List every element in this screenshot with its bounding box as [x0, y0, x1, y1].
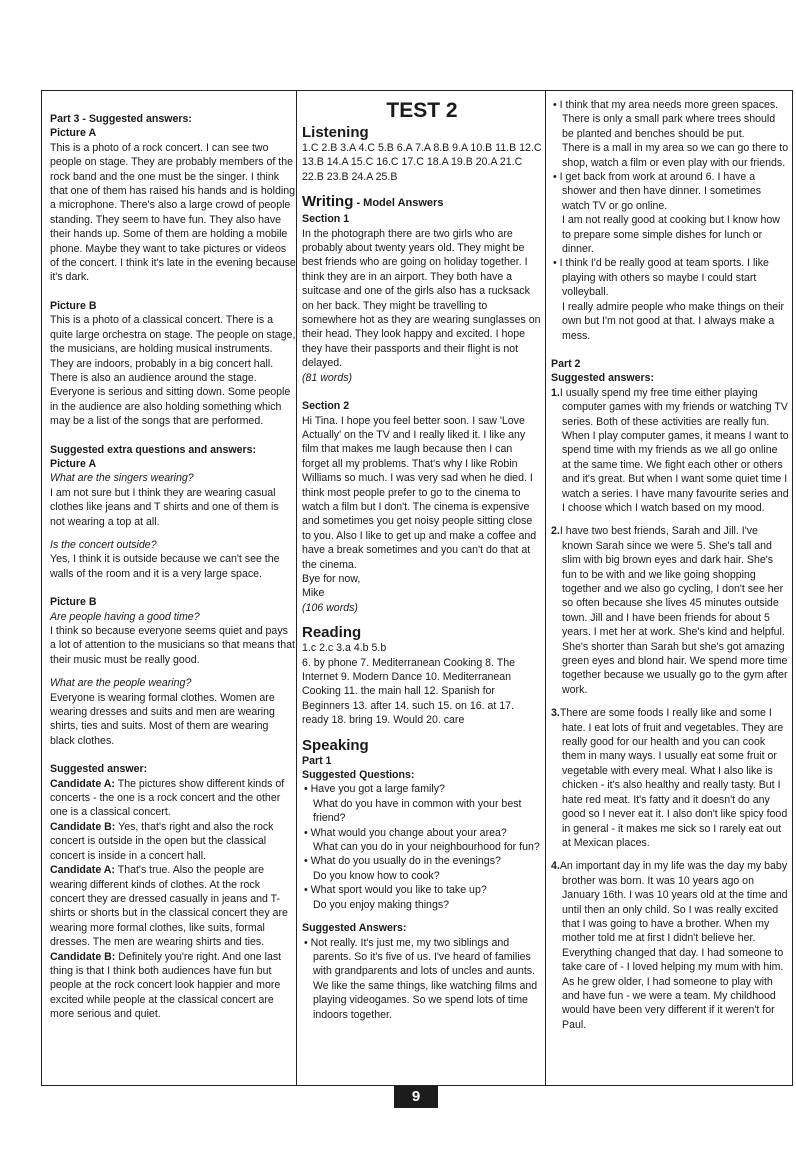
column-middle	[302, 98, 542, 1022]
answer: I am not sure but I think they are wearing casual clothes like jeans and T shirts and one of them is not wearing a top at all.	[50, 486, 279, 528]
word-count: (106 words)	[302, 601, 358, 614]
column-divider	[545, 90, 546, 1086]
picture-a-text: This is a photo of a rock concert. I can see two people on stage. They are probably members of the rock band and the one must be the singer. I think that one of them has raised his hands and is holding a microphone. There's also a large crowd of people standing. They seem to have fun. They also have their hands up. Some of them are holding a mobile phone. Maybe they want to take pictures or videos of the concert. I think it's late in the evening because it's dark.	[50, 141, 296, 284]
reading-heading: Reading	[302, 624, 362, 642]
candidate-line	[50, 863, 296, 949]
listening-answers: 1.C 2.B 3.A 4.C 5.B 6.A 7.A 8.B 9.A 10.B 11.B 12.C 13.B 14.A 15.C 16.C 17.C 18.A 19.B 20.A 21.C 22.B 23.B 24.A 25.B	[302, 142, 542, 183]
column-divider	[296, 90, 297, 1086]
numbered-answer: 4.An important day in my life was the day my baby brother was born. It was 10 years ago on January 16th. I was 10 years old at the time and until then an only child. So I was really excited that I was going to have a brother. When my mother told me at first I didn't believe her. Everything changed that day. I had someone to take care of - I loved helping my mum with him. As he grew older, I had someone to play with and have fun - we were a team. My childhood would have been very different if it weren't for Paul.	[551, 860, 788, 1031]
answer: I think so because everyone seems quiet and pays a lot of attention to the musicians so that means that their music must be really good.	[50, 625, 295, 666]
question-bullet: • Have you got a large family?	[304, 783, 445, 796]
numbered-answer: 2.I have two best friends, Sarah and Jill. I've known Sarah since we were 5. She's tall and slim with big brown eyes and dark hair. She's fun to be with and we like going shopping together and we also go cycling, I don't see her so often because she lives 45 minutes outside town. Jill and I have been friends for about 5 years. I met her at work. She's kind and helpful. She's shorter than Sarah but she's got amazing green eyes and blond hair. We spend more time together because we usually go to the gym after work.	[551, 525, 788, 696]
section-2-text: Hi Tina. I hope you feel better soon. I saw 'Love Actually' on the TV and I really liked it. I like any film that makes me laugh because then I can forget all my problems. That's why I like Robin Williams so much. I was very sad when he died. I think most people prefer to go to the cinema to watch a film but I don't. The cinema is expensive and sometimes you get noisy people sitting close to you. Also I like to get up and make a coffee and have a break sometimes and you can't do that at the cinema.	[302, 414, 537, 571]
column-right	[551, 98, 789, 1032]
question-followup: What can you do in your neighbourhood for fun?	[313, 841, 540, 854]
page-number: 9	[394, 1086, 438, 1108]
question-followup: Do you know how to cook?	[313, 869, 440, 882]
answer-bullet: • Not really. It's just me, my two siblings and parents. So it's five of us. I've heard of families with grandparents and lots of uncles and aunts.	[304, 936, 536, 978]
question: What are the singers wearing?	[50, 472, 194, 485]
question: Is the concert outside?	[50, 538, 157, 551]
candidate-label: Candidate B:	[50, 950, 116, 963]
section-1-text: In the photograph there are two girls who are probably about twenty years old. They might be best friends who are going on holiday together. I think they are in an airport. They both have a suitcase and one of the girls also has a rucksack on her back. They might be travelling to somewhere hot as they are wearing sunglasses on their head. They look happy and excited. I hope they have their passports and their flight is not delayed.	[302, 227, 541, 370]
answer: Everyone is wearing formal clothes. Women are wearing dresses and suits and men are wearing shirts, ties and suits. Most of them are wearing black clothes.	[50, 691, 275, 747]
candidate-text: That's true. Also the people are wearing different kinds of clothes. At the rock concert they are dressed casually in jeans and T- shirts or shorts but in the classical concert they are wearing more formal clothes, like suits, formal dresses. The men are wearing shirts and ties.	[50, 864, 288, 949]
answer: Yes, I think it is outside because we can't see the walls of the room and it is a very large space.	[50, 553, 280, 580]
writing-title: Writing	[302, 193, 354, 211]
candidate-text: Yes, that's right and also the rock concert is outside in the open but the classical concert is inside in a concert hall.	[50, 820, 274, 862]
answer-followup: I am not really good at cooking but I know how to prepare some simple dishes for lunch or dinner.	[562, 214, 780, 256]
writing-subtitle: - Model Answers	[353, 197, 444, 210]
picture-a-heading: Picture A	[50, 127, 97, 140]
candidate-text: Definitely you're right. And one last thing is that I think both audiences have fun but people at the rock concert look happier and more excited while people at the classical concert are more serious and quiet.	[50, 950, 282, 1021]
suggested-answers-heading: Suggested answers:	[551, 372, 655, 385]
sign-off: Bye for now,	[302, 572, 361, 585]
part-2-heading: Part 2	[551, 357, 581, 370]
candidate-label: Candidate A:	[50, 777, 115, 790]
speaking-heading: Speaking	[302, 736, 369, 754]
numbered-answer: 1.I usually spend my free time either playing computer games with my friends or watching TV series. Both of these activities are really fun. When I play computer games, it means I want to spend time with my friends as we all go online at the same time. We fight each other or others and it's great. But when I want some quiet time I watch a series. I have many favourite series and I choose which I watch based on my mood.	[551, 386, 789, 514]
column-left	[50, 98, 296, 1022]
answer-followup: There is a mall in my area so we can go there to shop, watch a film or even play with our friends.	[562, 142, 789, 169]
answer-followup: I really admire people who make things on their own but I'm not good at that. I always make a mess.	[562, 300, 784, 342]
suggested-answer-heading: Suggested answer:	[50, 763, 148, 776]
candidate-label: Candidate A:	[50, 864, 115, 877]
section-2-heading: Section 2	[302, 400, 350, 413]
reading-answers-2: 6. by phone 7. Mediterranean Cooking 8. The Internet 9. Modern Dance 10. Mediterranean Cooking 11. the main hall 12. Spanish for Beginners 13. after 14. such 15. on 16. at 17. ready 18. bring 19. Would 20. care	[302, 656, 515, 727]
answer-bullet: • I think I'd be really good at team sports. I like playing with others so maybe I could start volleyball.	[553, 257, 769, 299]
question-bullet: • What do you usually do in the evenings?	[304, 855, 501, 868]
candidate-line	[50, 777, 296, 820]
candidate-line	[50, 950, 296, 1022]
question-followup: Do you enjoy making things?	[313, 898, 450, 911]
candidate-text: The pictures show different kinds of concerts - the one is a rock concert and the other one is a classical concert.	[50, 777, 285, 819]
question-bullet: • What sport would you like to take up?	[304, 884, 487, 897]
extra-picture-b-heading: Picture B	[50, 596, 97, 609]
section-1-heading: Section 1	[302, 213, 350, 226]
candidate-line	[50, 820, 296, 863]
suggested-answers-heading: Suggested Answers:	[302, 922, 407, 935]
candidate-label: Candidate B:	[50, 820, 116, 833]
signature-name: Mike	[302, 587, 325, 600]
answer-followup: We like the same things, like watching films and playing videogames. So we spend lots of time indoors together.	[313, 979, 538, 1021]
answer-bullet: • I think that my area needs more green spaces. There is only a small park where trees should be planted and benches should be put.	[553, 99, 779, 140]
question: Are people having a good time?	[50, 610, 200, 623]
suggested-questions-heading: Suggested Questions:	[302, 769, 415, 782]
question: What are the people wearing?	[50, 677, 192, 690]
picture-b-heading: Picture B	[50, 299, 97, 312]
word-count: (81 words)	[302, 371, 353, 384]
picture-b-text: This is a photo of a classical concert. There is a quite large orchestra on stage. The people on stage, the musicians, are holding musical instruments. They are indoors, probably in a big concert hall. There is also an audience around the stage. Everyone is serious and sitting down. Some people in the audience are also holding something which may be a list of the songs that are performed.	[50, 314, 296, 428]
listening-heading: Listening	[302, 124, 369, 141]
writing-heading	[302, 193, 542, 212]
part-1-heading: Part 1	[302, 754, 332, 767]
question-bullet: • What would you change about your area?	[304, 826, 507, 839]
test-title: TEST 2	[386, 99, 458, 122]
reading-answers-1: 1.c 2.c 3.a 4.b 5.b	[302, 642, 387, 655]
extra-picture-a-heading: Picture A	[50, 457, 97, 470]
extra-questions-heading: Suggested extra questions and answers:	[50, 443, 257, 456]
answer-bullet: • I get back from work at around 6. I have a shower and then have dinner. I sometimes watch TV or go online.	[553, 171, 762, 212]
numbered-answer: 3.There are some foods I really like and some I hate. I eat lots of fruit and vegetables. They are really good for our health and you can cook them in many ways. I usually eat some fruit or vegetable with every meal. What I also like is chicken - it's also healthy and really tasty. But I hate red meat. It's fatty and it doesn't do any good so I never eat it. I also don't like spicy food in general - it makes me sick so I rarely eat out at Mexican places.	[551, 707, 788, 849]
part3-heading: Part 3 - Suggested answers:	[50, 113, 192, 125]
question-followup: What do you have in common with your best friend?	[313, 797, 522, 825]
